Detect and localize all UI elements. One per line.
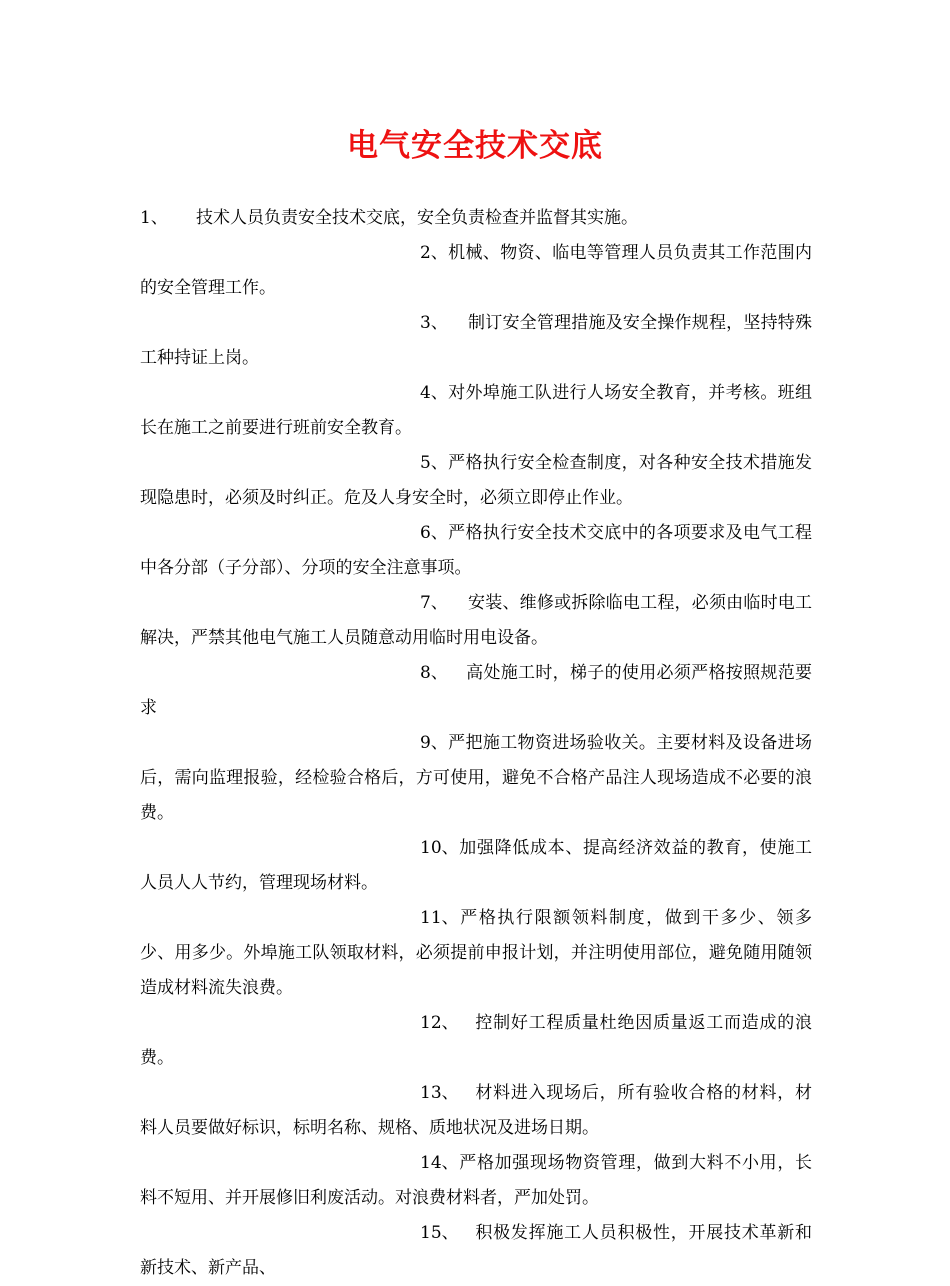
item-number: 11、 xyxy=(420,908,459,928)
item-text: 安装、维修或拆除临电工程，必须由临时电工解决，严禁其他电气施工人员随意动用临时用电设备。 xyxy=(140,593,812,648)
item-text: 严格执行安全技术交底中的各项要求及电气工程中各分部（子分部）、分项的安全注意事项。 xyxy=(140,523,812,578)
item-number: 10、 xyxy=(420,838,459,858)
item-number: 13、 xyxy=(420,1083,459,1103)
item-text: 严把施工物资进场验收关。主要材料及设备进场后，需向监理报验，经检验合格后，方可使用，避免不合格产品注人现场造成不必要的浪费。 xyxy=(140,733,812,823)
list-item xyxy=(140,1006,812,1076)
document-title: 电气安全技术交底 xyxy=(347,128,603,164)
item-text: 对外埠施工队进行人场安全教育，并考核。班组长在施工之前要进行班前安全教育。 xyxy=(140,383,812,438)
list-item xyxy=(140,446,812,516)
document-body xyxy=(140,201,812,1286)
list-item xyxy=(140,1146,812,1216)
item-number: 7、 xyxy=(420,593,448,613)
list-item xyxy=(140,726,812,831)
item-number: 1、 xyxy=(140,208,168,228)
item-number: 8、 xyxy=(420,663,448,683)
item-text: 制订安全管理措施及安全操作规程，坚持特殊工种持证上岗。 xyxy=(140,313,812,368)
item-number: 12、 xyxy=(420,1013,459,1033)
item-text: 材料进入现场后，所有验收合格的材料，材料人员要做好标识，标明名称、规格、质地状况及进场日期。 xyxy=(140,1083,812,1138)
item-text: 积极发挥施工人员积极性，开展技术革新和新技术、新产品、 xyxy=(140,1223,812,1278)
item-number: 9、 xyxy=(420,733,448,753)
item-number: 2、 xyxy=(420,243,448,263)
list-item xyxy=(140,306,812,376)
list-item xyxy=(140,201,812,236)
list-item xyxy=(140,901,812,1006)
item-text: 高处施工时，梯子的使用必须严格按照规范要求 xyxy=(140,663,812,718)
item-number: 4、 xyxy=(420,383,448,403)
item-text: 严格执行限额领料制度，做到干多少、领多少、用多少。外埠施工队领取材料，必须提前申报计划，并注明使用部位，避免随用随领造成材料流失浪费。 xyxy=(140,908,812,998)
list-item xyxy=(140,586,812,656)
item-text: 加强降低成本、提高经济效益的教育，使施工人员人人节约，管理现场材料。 xyxy=(140,838,812,893)
item-text: 严格加强现场物资管理，做到大料不小用，长料不短用、并开展修旧利废活动。对浪费材料者，严加处罚。 xyxy=(140,1153,812,1208)
list-item xyxy=(140,376,812,446)
list-item xyxy=(140,1216,812,1286)
item-text: 严格执行安全检查制度，对各种安全技术措施发现隐患时，必须及时纠正。危及人身安全时，必须立即停止作业。 xyxy=(140,453,812,508)
item-text: 控制好工程质量杜绝因质量返工而造成的浪费。 xyxy=(140,1013,812,1068)
list-item xyxy=(140,236,812,306)
item-number: 14、 xyxy=(420,1153,459,1173)
item-text: 机械、物资、临电等管理人员负责其工作范围内的安全管理工作。 xyxy=(140,243,812,298)
list-item xyxy=(140,831,812,901)
item-number: 5、 xyxy=(420,453,448,473)
item-number: 15、 xyxy=(420,1223,459,1243)
item-text: 技术人员负责安全技术交底，安全负责检查并监督其实施。 xyxy=(196,208,638,228)
item-number: 3、 xyxy=(420,313,448,333)
list-item xyxy=(140,516,812,586)
list-item xyxy=(140,1076,812,1146)
item-number: 6、 xyxy=(420,523,448,543)
list-item xyxy=(140,656,812,726)
